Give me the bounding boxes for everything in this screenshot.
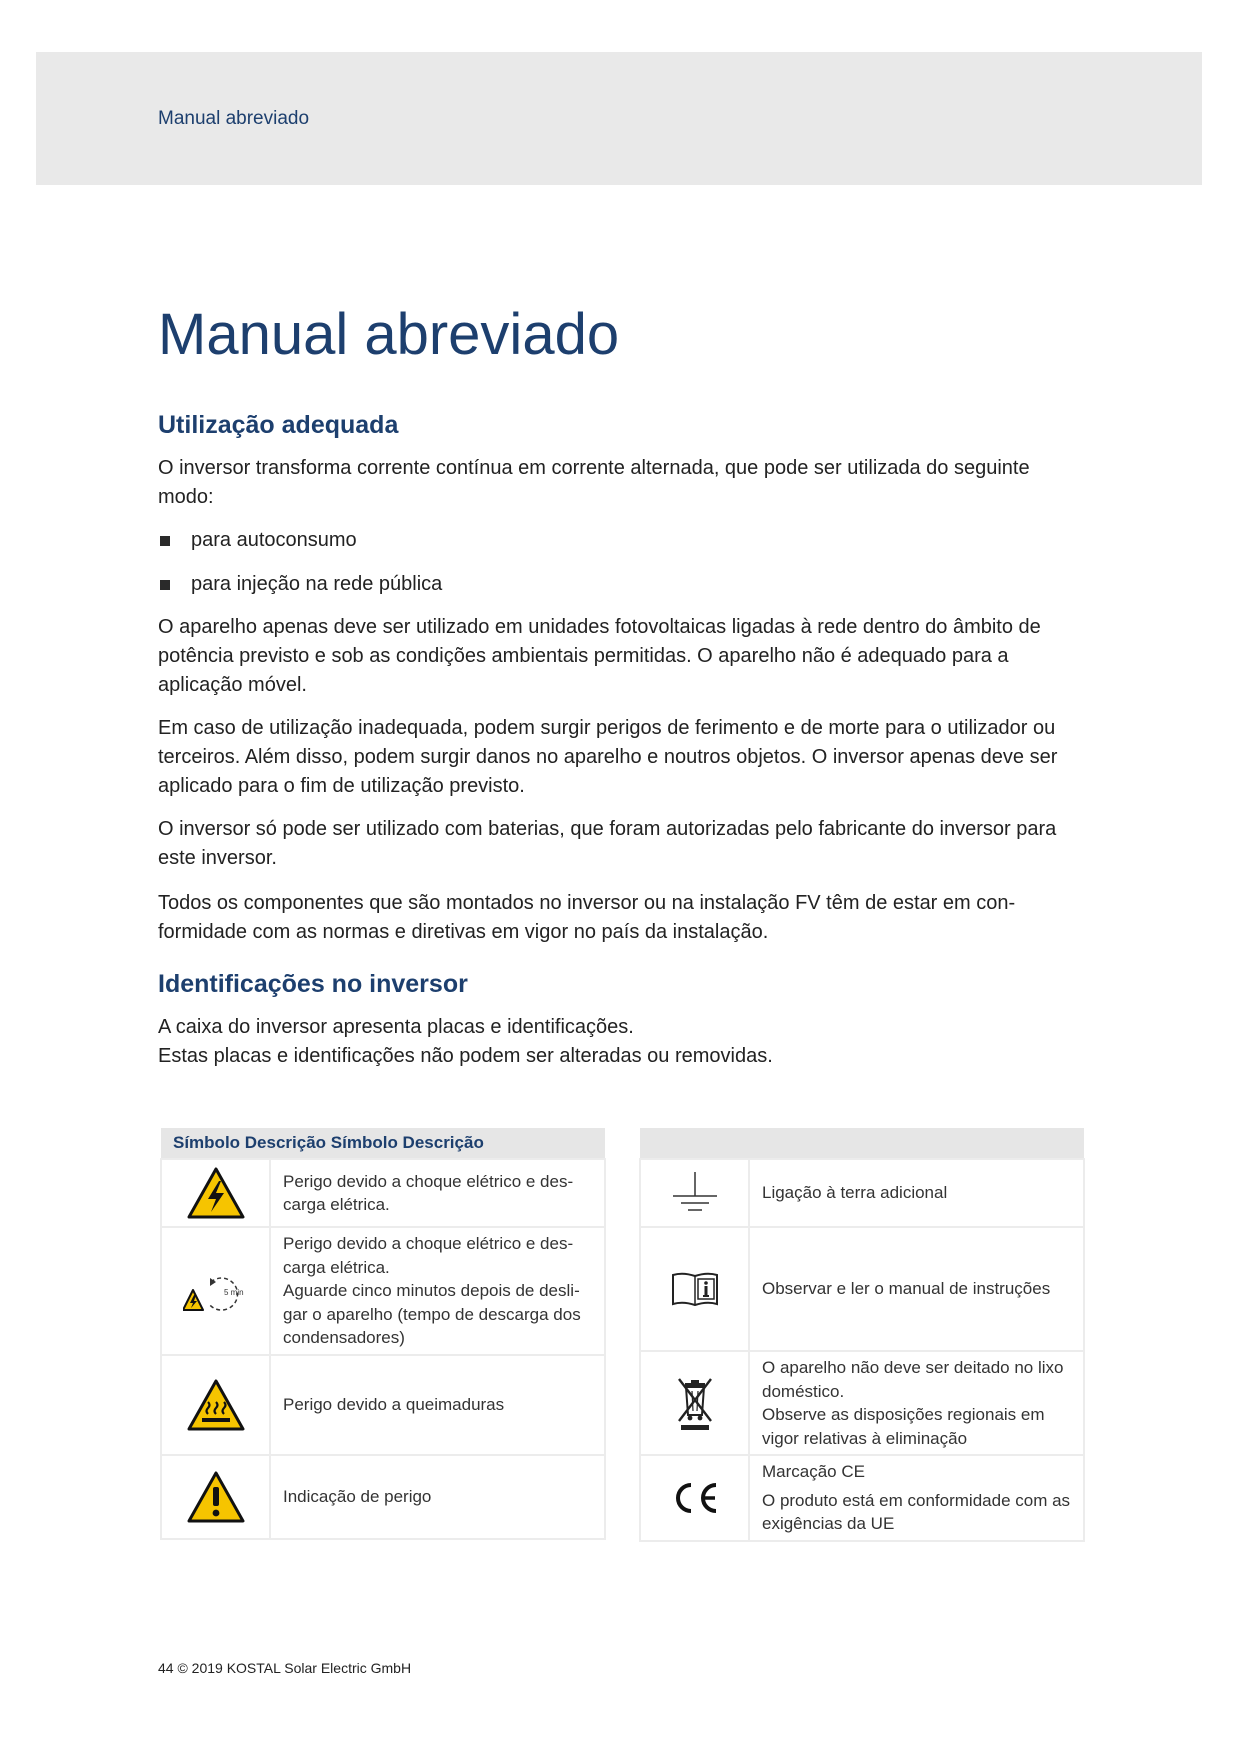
description-cell <box>270 1355 605 1455</box>
symbol-cell <box>161 1159 270 1227</box>
table-row <box>640 1455 1084 1541</box>
list-item-text: para injeção na rede pública <box>191 573 443 595</box>
symbol-cell <box>640 1455 749 1541</box>
page-title: Manual abreviado <box>158 302 620 367</box>
description-text: Perigo devido a choque elétrico e des-carga elétrica. <box>283 1234 574 1277</box>
description-cell <box>270 1455 605 1539</box>
symbol-cell <box>640 1351 749 1455</box>
symbol-table-left <box>160 1128 606 1540</box>
symbol-cell <box>161 1355 270 1455</box>
ground-connection-icon <box>670 1170 720 1216</box>
page-footer: 44 © 2019 KOSTAL Solar Electric GmbH <box>158 1660 412 1676</box>
description-text: Perigo devido a choque elétrico e des-carga elétrica. <box>283 1171 574 1214</box>
table-header: Símbolo Descrição Símbolo Descrição <box>161 1128 605 1159</box>
description-cell <box>270 1227 605 1355</box>
symbol-cell <box>640 1159 749 1227</box>
description-text: Observar e ler o manual de instruções <box>762 1279 1051 1299</box>
description-text: O produto está em conformidade com as exigências da UE <box>762 1490 1071 1533</box>
symbol-cell <box>161 1455 270 1539</box>
description-cell <box>749 1455 1084 1541</box>
description-cell <box>749 1159 1084 1227</box>
read-manual-icon <box>670 1271 720 1307</box>
table-row <box>640 1351 1084 1455</box>
description-cell <box>270 1159 605 1227</box>
description-cell <box>749 1351 1084 1455</box>
list-item <box>158 526 1088 555</box>
symbol-cell <box>161 1227 270 1355</box>
description-text: Indicação de perigo <box>283 1486 432 1506</box>
section-heading-utilizacao: Utilização adequada <box>158 411 399 439</box>
description-text: Perigo devido a queimaduras <box>283 1394 505 1414</box>
intro-paragraph: O inversor transforma corrente contínua em corrente alternada, que pode ser utilizada do seguinte modo: <box>158 457 1030 508</box>
usage-list <box>158 526 1088 599</box>
bullet-square-icon <box>160 580 170 590</box>
list-item-text: para autoconsumo <box>191 529 357 551</box>
symbol-tables <box>160 1128 1086 1536</box>
paragraph-labels-1: A caixa do inversor apresenta placas e identificações. <box>158 1016 634 1038</box>
description-text: Ligação à terra adicional <box>762 1183 948 1203</box>
table-row <box>640 1159 1084 1227</box>
table-header-empty <box>640 1128 1084 1159</box>
ce-marking-icon <box>669 1480 721 1516</box>
general-warning-icon <box>186 1470 246 1524</box>
symbol-table-right <box>639 1128 1085 1542</box>
table-row <box>161 1227 605 1355</box>
paragraph-scope: O aparelho apenas deve ser utilizado em unidades fotovoltaicas ligadas à rede dentro do âmbito de potência previsto e sob as condições ambientais permitidas. O aparelho não é adequado para a aplicação móvel. <box>158 616 1041 696</box>
description-text: O aparelho não deve ser deitado no lixo doméstico. <box>762 1358 1064 1401</box>
hot-surface-warning-icon <box>186 1378 246 1432</box>
paragraph-labels-2: Estas placas e identificações não podem ser alteradas ou removidas. <box>158 1045 773 1067</box>
discharge-time-5-min-icon <box>183 1268 249 1314</box>
paragraph-components: Todos os componentes que são montados no inversor ou na instalação FV têm de estar em con-formidade com as normas e diretivas em vigor no país da instalação. <box>158 892 1016 943</box>
description-cell <box>749 1227 1084 1351</box>
table-row <box>161 1159 605 1227</box>
description-text: Aguarde cinco minutos depois de desli-gar o aparelho (tempo de descarga dos condensadores) <box>283 1281 581 1347</box>
list-item <box>158 570 1088 599</box>
main-content <box>158 300 1088 1071</box>
weee-crossed-bin-icon <box>673 1375 717 1431</box>
section-heading-identificacoes: Identificações no inversor <box>158 970 468 998</box>
symbol-cell <box>640 1227 749 1351</box>
page-header-band <box>36 52 1202 185</box>
bullet-square-icon <box>160 536 170 546</box>
description-text: Observe as disposições regionais em vigor relativas à eliminação <box>762 1405 1045 1448</box>
icon-label: 5 min <box>223 1287 244 1297</box>
table-row <box>640 1227 1084 1351</box>
table-row <box>161 1355 605 1455</box>
table-row <box>161 1455 605 1539</box>
running-header: Manual abreviado <box>158 108 310 129</box>
paragraph-batteries: O inversor só pode ser utilizado com baterias, que foram autorizadas pelo fabricante do inversor para este inversor. <box>158 818 1057 869</box>
description-text: Marcação CE <box>762 1462 865 1481</box>
paragraph-misuse: Em caso de utilização inadequada, podem surgir perigos de ferimento e de morte para o utilizador ou terceiros. Além disso, podem surgir danos no aparelho e noutros objetos. O inversor apenas deve ser aplicado para o fim de utilização previsto. <box>158 717 1058 797</box>
electric-shock-warning-icon <box>186 1166 246 1220</box>
